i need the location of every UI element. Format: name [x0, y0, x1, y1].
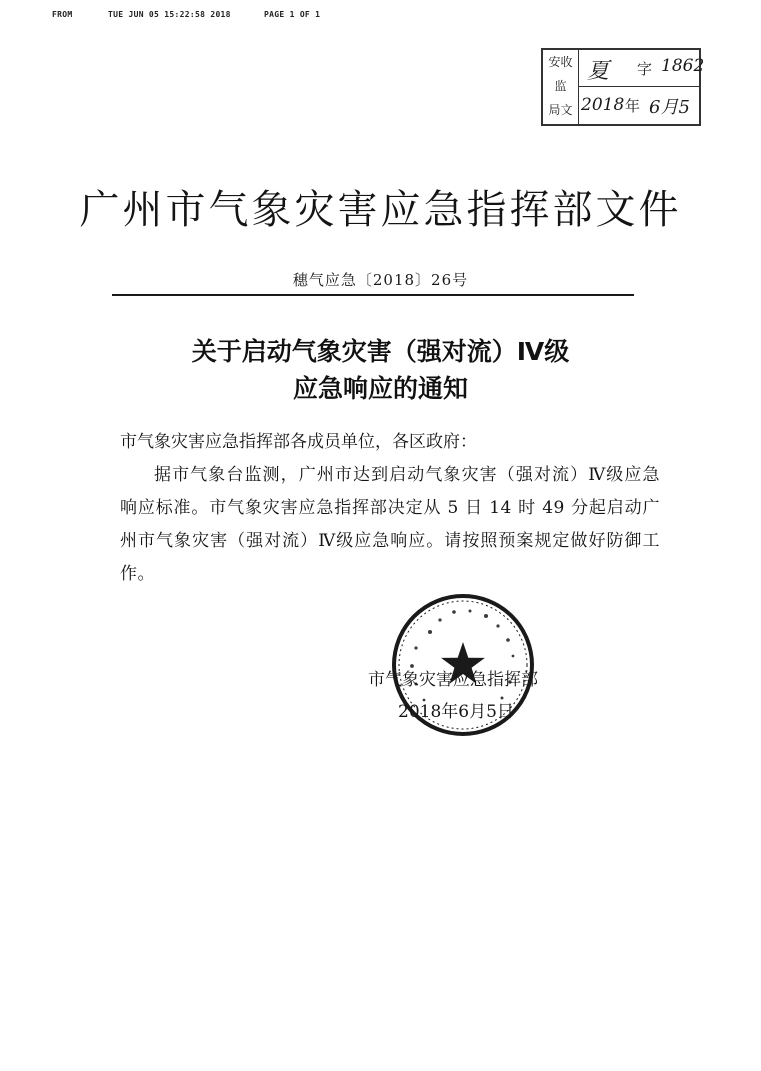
salutation: 市气象灾害应急指挥部各成员单位，各区政府：: [120, 432, 477, 452]
receipt-handwritten-date: 6月5: [649, 97, 690, 118]
receipt-stamp-labels: [543, 50, 579, 124]
receipt-handwritten-year: 2018: [581, 95, 625, 115]
receipt-label-bureau: 局文: [548, 103, 573, 117]
document-number: 穗气应急〔2018〕26号: [292, 271, 469, 289]
fax-timestamp: TUE JUN 05 15:22:58 2018: [108, 10, 231, 19]
notice-heading-line1: 关于启动气象灾害（强对流）Ⅳ级: [191, 337, 570, 366]
fax-header: [6, 10, 755, 24]
fax-from: FROM: [52, 10, 73, 19]
receipt-handwritten-code: 夏: [587, 59, 610, 84]
signature-organization: 市气象灾害应急指挥部: [368, 670, 538, 690]
receipt-stamp-date-row: [579, 87, 699, 124]
fax-page-count: PAGE 1 OF 1: [264, 10, 321, 19]
receipt-stamp: [541, 48, 705, 126]
receipt-label-received: 安收: [548, 55, 573, 69]
title-divider: [112, 294, 634, 296]
body-paragraph: 据市气象台监测，广州市达到启动气象灾害（强对流）Ⅳ级应急响应标准。市气象灾害应急指挥部决定从 5 日 14 时 49 分起启动广州市气象灾害（强对流）Ⅳ级应急响应。请按照预案规定做好防御工作。: [120, 465, 660, 584]
receipt-year-char: 年: [625, 97, 641, 115]
receipt-label-supervise: 监: [554, 79, 567, 93]
receipt-stamp-code-row: [579, 50, 705, 87]
signature-date: 2018年6月5日: [398, 702, 514, 722]
notice-heading-line2: 应急响应的通知: [292, 374, 468, 403]
document-title: 广州市气象灾害应急指挥部文件: [79, 187, 682, 233]
receipt-handwritten-number: 1862: [661, 56, 705, 76]
receipt-char: 字: [637, 60, 653, 78]
